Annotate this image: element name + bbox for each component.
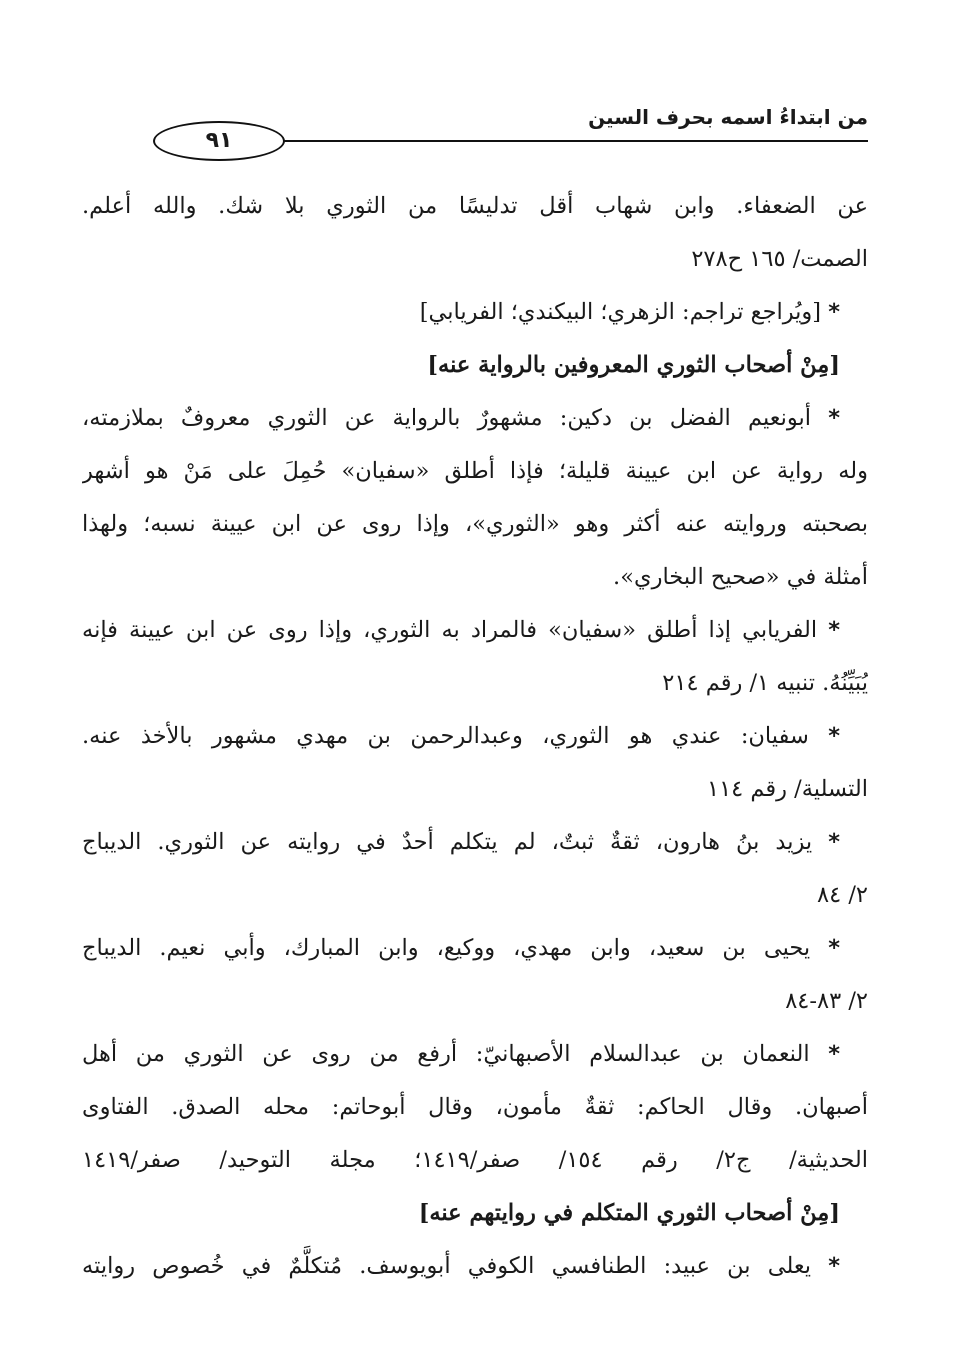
entry-star-icon: * — [828, 723, 840, 749]
text-line — [82, 180, 868, 233]
entry-star-icon: * — [828, 1041, 840, 1067]
section-heading — [82, 339, 840, 392]
text-line — [82, 816, 840, 869]
line-text: بصحبته وروايته عنه أكثر وهو «الثوري»، وإذا روى عن ابن عيينة نسبه؛ ولهذا — [82, 511, 868, 537]
entry-star-icon: * — [828, 405, 840, 431]
text-line — [82, 445, 868, 498]
page-header — [90, 100, 868, 160]
line-text: أمثلة في «صحيح البخاري». — [613, 564, 868, 590]
line-text: التسلية/ رقم ١١٤ — [706, 776, 868, 802]
entry-star-icon: * — [828, 1253, 840, 1279]
entry-star-icon: * — [828, 299, 840, 325]
text-line — [82, 869, 868, 922]
line-text: [ويُراجع تراجم: الزهري؛ البيكندي؛ الفريابي] — [419, 299, 822, 325]
line-text: الفريابي إذا أطلق «سفيان» فالمراد به الثوري، وإذا روى عن ابن عيينة فإنه — [82, 617, 818, 643]
text-line — [82, 710, 840, 763]
text-line — [82, 1240, 840, 1293]
line-text: [مِنْ أصحاب الثوري المتكلم في روايتهم عنه] — [418, 1200, 840, 1226]
entry-star-icon: * — [828, 829, 840, 855]
text-line — [82, 233, 868, 286]
text-line — [82, 1134, 868, 1187]
line-text: [مِنْ أصحاب الثوري المعروفين بالرواية عنه] — [427, 352, 840, 378]
page-number: ٩١ — [153, 121, 285, 161]
text-line — [82, 657, 868, 710]
line-text: أبونعيم الفضل بن دكين: مشهورٌ بالرواية عن الثوري معروفٌ بملازمته، — [82, 405, 812, 431]
text-line — [82, 604, 840, 657]
line-text: عن الضعفاء. وابن شهاب أقل تدليسًا من الثوري بلا شك. والله أعلم. — [82, 193, 868, 219]
text-line — [82, 286, 840, 339]
entry-star-icon: * — [828, 935, 840, 961]
text-line — [82, 392, 840, 445]
line-text: يعلى بن عبيد: الطنافسي الكوفي أبويوسف. مُتكلَّمٌ في خُصوص روايته — [82, 1253, 812, 1279]
line-text: يُبَيِّنُهُ. تنبيه ١/ رقم ٢١٤ — [662, 670, 868, 696]
header-rule — [230, 140, 868, 142]
text-line — [82, 1028, 840, 1081]
text-line — [82, 551, 868, 604]
line-text: ٢/ ٨٤ — [817, 882, 868, 908]
line-text: ٢/ ٨٣-٨٤ — [785, 988, 868, 1014]
page-body — [82, 180, 868, 1293]
line-text: الحديثية/ ج٢/ رقم ١٥٤/ صفر/١٤١٩؛ مجلة التوحيد/ صفر/١٤١٩ — [82, 1147, 868, 1173]
line-text: سفيان: عندي هو الثوري، وعبدالرحمن بن مهدي مشهور بالأخذ عنه. — [82, 723, 809, 749]
text-line — [82, 763, 868, 816]
line-text: وله رواية عن ابن عيينة قليلة؛ فإذا أطلق «سفيان» حُمِلَ على مَنْ هو أشهر — [82, 458, 868, 484]
line-text: أصبهان. وقال الحاكم: ثقةٌ مأمون، وقال أبوحاتم: محله الصدق. الفتاوى — [82, 1094, 868, 1120]
line-text: يحيى بن سعيد، وابن مهدي، ووكيع، وابن المبارك، وأبي نعيم. الديباج — [82, 935, 811, 961]
running-title: من ابتداءُ اسمه بحرف السين — [588, 105, 868, 129]
text-line — [82, 498, 868, 551]
line-text: الصمت/ ١٦٥ ح٢٧٨ — [691, 246, 868, 272]
text-line — [82, 922, 840, 975]
line-text: يزيد بنُ هارون، ثقةٌ ثبتٌ، لم يتكلم أحدٌ في روايته عن الثوري. الديباج — [82, 829, 813, 855]
section-heading — [82, 1187, 840, 1240]
text-line — [82, 975, 868, 1028]
line-text: النعمان بن عبدالسلام الأصبهانيّ: أرفع من روى عن الثوري من أهل — [82, 1041, 810, 1067]
text-line — [82, 1081, 868, 1134]
entry-star-icon: * — [828, 617, 840, 643]
